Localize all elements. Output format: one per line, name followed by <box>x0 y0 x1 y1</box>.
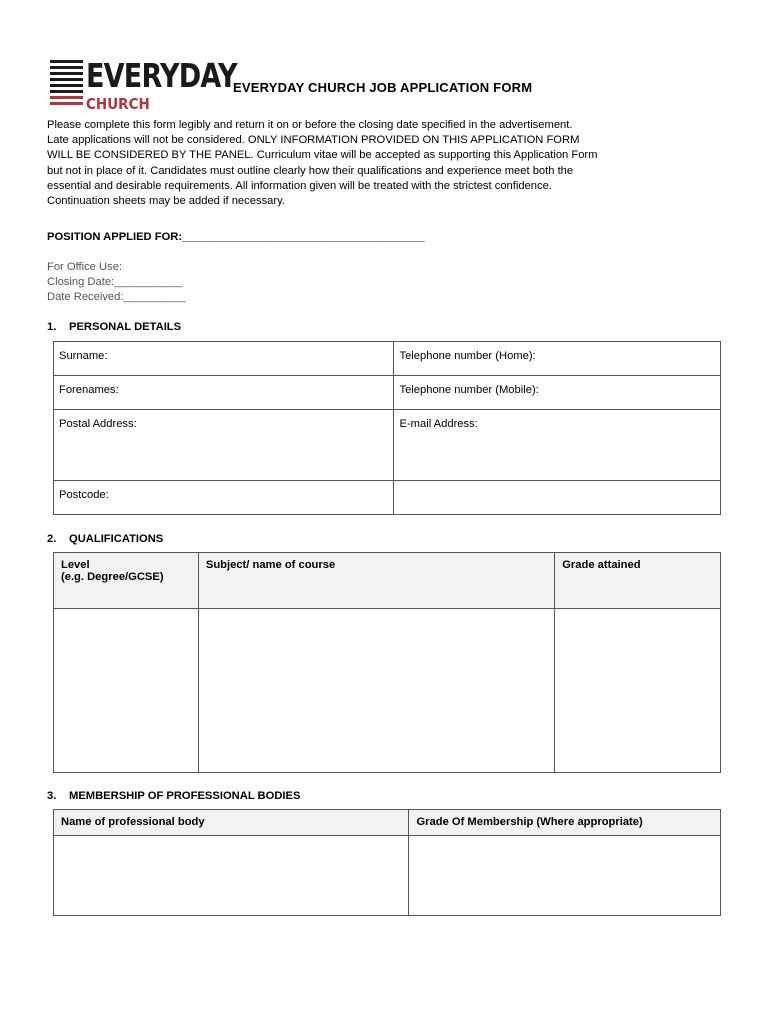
postal-address-label: Postal Address: <box>59 418 137 430</box>
postcode-field[interactable] <box>54 481 394 515</box>
level-header-label: Level <box>61 559 90 571</box>
postal-address-field[interactable] <box>54 410 394 481</box>
intro-line: Continuation sheets may be added if necessary. <box>47 195 285 208</box>
postcode-label: Postcode: <box>59 489 109 501</box>
professional-body-entry-cell[interactable] <box>54 836 409 916</box>
grade-entry-cell[interactable] <box>555 609 721 773</box>
position-applied-field[interactable]: POSITION APPLIED FOR:_______________________________________ <box>47 231 425 243</box>
level-entry-cell[interactable] <box>54 609 199 773</box>
postcode-blank-cell[interactable] <box>394 481 721 515</box>
section-title: QUALIFICATIONS <box>69 533 164 545</box>
form-title: EVERYDAY CHURCH JOB APPLICATION FORM <box>233 80 533 95</box>
logo-stripes-icon <box>50 60 83 110</box>
tel-home-field[interactable] <box>394 342 721 376</box>
membership-grade-entry-cell[interactable] <box>409 836 721 916</box>
subject-entry-cell[interactable] <box>198 609 554 773</box>
logo-word-everyday: EVERYDAY <box>86 56 237 95</box>
qualifications-heading <box>47 533 163 545</box>
forenames-field[interactable] <box>54 376 394 410</box>
level-header <box>54 553 199 609</box>
personal-details-table <box>53 341 721 515</box>
email-label: E-mail Address: <box>399 418 478 430</box>
section-number: 3. <box>47 790 57 802</box>
logo-word-church: CHURCH <box>86 95 150 113</box>
grade-header: Grade attained <box>555 553 721 609</box>
forenames-label: Forenames: <box>59 384 119 396</box>
professional-body-header: Name of professional body <box>54 810 409 836</box>
email-field[interactable] <box>394 410 721 481</box>
surname-field[interactable] <box>54 342 394 376</box>
date-received-field: Date Received:__________ <box>47 291 186 304</box>
section-number: 1. <box>47 321 57 333</box>
section-title: MEMBERSHIP OF PROFESSIONAL BODIES <box>69 790 301 802</box>
subject-header: Subject/ name of course <box>198 553 554 609</box>
section-number: 2. <box>47 533 57 545</box>
membership-table <box>53 809 721 916</box>
personal-details-heading <box>47 321 181 333</box>
intro-line: Late applications will not be considered. ONLY INFORMATION PROVIDED ON THIS APPLICATION FORM <box>47 134 580 147</box>
membership-heading <box>47 790 300 802</box>
everyday-church-logo <box>50 56 237 115</box>
intro-line: Please complete this form legibly and return it on or before the closing date specified in the advertisement. <box>47 119 573 131</box>
office-use-heading: For Office Use: <box>47 261 123 273</box>
intro-paragraph <box>47 118 737 209</box>
tel-mobile-field[interactable] <box>394 376 721 410</box>
closing-date-field: Closing Date:___________ <box>47 276 183 289</box>
intro-line: essential and desirable requirements. All information given will be treated with the strictest confidence. <box>47 179 552 192</box>
office-use-block <box>47 260 186 306</box>
surname-label: Surname: <box>59 350 108 362</box>
qualifications-table <box>53 552 721 773</box>
intro-line: but not in place of it. Candidates must outline clearly how their qualifications and experience meet both the <box>47 164 574 177</box>
section-title: PERSONAL DETAILS <box>69 321 182 333</box>
tel-mobile-label: Telephone number (Mobile): <box>399 384 539 396</box>
tel-home-label: Telephone number (Home): <box>399 350 536 362</box>
membership-grade-header: Grade Of Membership (Where appropriate) <box>409 810 721 836</box>
level-header-example: (e.g. Degree/GCSE) <box>61 571 164 583</box>
intro-line: WILL BE CONSIDERED BY THE PANEL. Curriculum vitae will be accepted as supporting this Application Form <box>47 149 598 162</box>
